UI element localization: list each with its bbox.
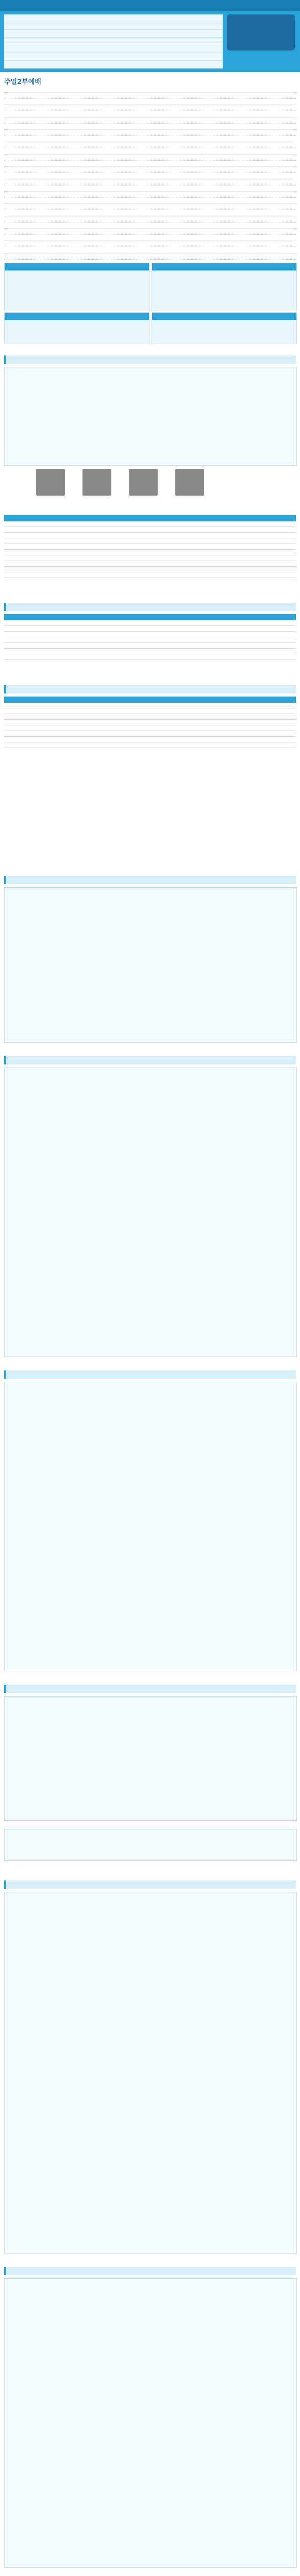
section-heading <box>4 603 296 611</box>
schedule-row <box>4 38 223 45</box>
table-header <box>4 614 296 620</box>
section-heading <box>4 1880 296 1889</box>
section-heading <box>4 1370 296 1379</box>
panel-left-2 <box>4 312 149 344</box>
panel-right-1 <box>152 263 297 311</box>
table-row <box>4 720 296 725</box>
order-row <box>4 155 296 161</box>
panel-heading <box>152 313 296 320</box>
order-row <box>4 210 296 216</box>
panel-heading <box>5 313 149 320</box>
section-heading <box>4 685 296 693</box>
table-row <box>4 533 296 538</box>
section-heading <box>4 2267 296 2275</box>
table-row <box>4 731 296 737</box>
panel-text <box>152 320 296 324</box>
table-row <box>4 567 296 572</box>
schedule-row <box>4 53 223 61</box>
text-box <box>4 2278 297 2568</box>
header-banner <box>0 0 300 72</box>
table-row <box>4 620 296 626</box>
service-table <box>4 515 296 587</box>
table-row <box>4 703 296 708</box>
order-row <box>4 142 296 148</box>
text-box <box>4 367 297 466</box>
order-row <box>4 130 296 136</box>
table-row <box>4 637 296 643</box>
order-row <box>4 204 296 210</box>
section-heading <box>4 876 296 884</box>
person-photo <box>82 469 111 496</box>
order-row <box>4 241 296 247</box>
table-header <box>4 697 296 703</box>
church-logo <box>227 14 295 50</box>
order-row <box>4 247 296 253</box>
schedule-grid <box>4 14 223 68</box>
worship-title: 주일2부예배 <box>4 78 41 86</box>
panel-heading <box>5 263 149 270</box>
schedule-row <box>4 30 223 38</box>
section-heading <box>4 355 296 364</box>
text-box <box>4 1696 297 1821</box>
table-row <box>4 544 296 550</box>
text-box <box>4 1382 297 1671</box>
info-table <box>4 614 296 671</box>
text-box <box>4 887 297 1043</box>
order-row <box>4 253 296 260</box>
order-row <box>4 192 296 198</box>
section-heading <box>4 1056 296 1064</box>
table-row <box>4 626 296 632</box>
table-row <box>4 561 296 567</box>
table-row <box>4 527 296 533</box>
person-photo <box>175 469 204 496</box>
order-row <box>4 216 296 223</box>
order-row <box>4 173 296 179</box>
order-row <box>4 93 296 99</box>
header-top-bar <box>0 0 300 11</box>
panel-right-2 <box>152 312 297 344</box>
table-row <box>4 737 296 742</box>
table-row <box>4 714 296 720</box>
text-box <box>4 1067 297 1357</box>
table-row <box>4 550 296 555</box>
order-row <box>4 136 296 142</box>
worship-order <box>4 87 296 272</box>
order-row <box>4 179 296 185</box>
order-row <box>4 185 296 192</box>
order-row <box>4 99 296 105</box>
panel-text <box>5 270 149 275</box>
schedule-table <box>4 697 296 774</box>
table-row <box>4 742 296 748</box>
panel-text <box>152 270 296 275</box>
table-row <box>4 725 296 731</box>
schedule-row <box>4 22 223 30</box>
table-row <box>4 572 296 578</box>
table-row <box>4 708 296 714</box>
order-row <box>4 117 296 124</box>
schedule-row <box>4 14 223 22</box>
table-row <box>4 649 296 654</box>
person-photo <box>129 469 158 496</box>
schedule-row <box>4 45 223 53</box>
schedule-row <box>4 61 223 69</box>
text-box <box>4 1892 297 2253</box>
table-row <box>4 555 296 561</box>
order-row <box>4 87 296 93</box>
table-row <box>4 654 296 660</box>
order-row <box>4 148 296 155</box>
table-header <box>4 515 296 521</box>
table-row <box>4 521 296 527</box>
order-row <box>4 105 296 111</box>
order-row <box>4 167 296 173</box>
order-row <box>4 161 296 167</box>
order-row <box>4 111 296 117</box>
order-row <box>4 235 296 241</box>
table-row <box>4 632 296 637</box>
table-row <box>4 643 296 649</box>
panel-left-1 <box>4 263 149 311</box>
order-row <box>4 124 296 130</box>
text-box <box>4 1829 297 1861</box>
section-heading <box>4 1685 296 1693</box>
person-photo <box>36 469 65 496</box>
order-row <box>4 198 296 204</box>
order-row <box>4 229 296 235</box>
order-row <box>4 223 296 229</box>
panel-text <box>5 320 149 324</box>
table-row <box>4 538 296 544</box>
panel-heading <box>152 263 296 270</box>
